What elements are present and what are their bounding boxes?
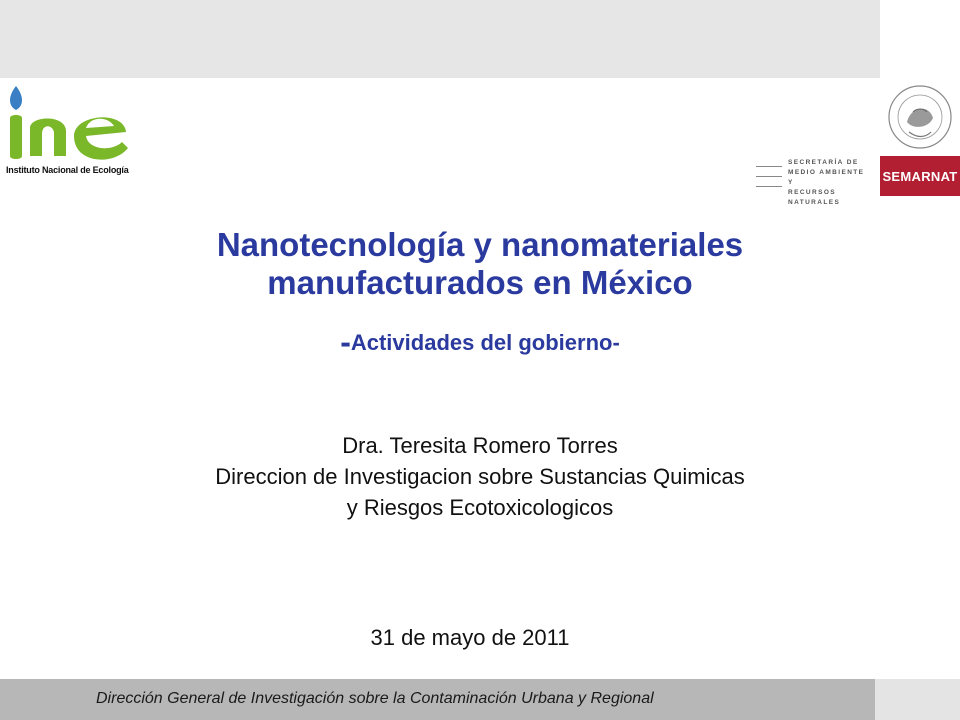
author-name: Dra. Teresita Romero Torres: [342, 433, 618, 458]
author-block: [0, 430, 960, 523]
subtitle-dash: -: [340, 324, 351, 360]
slide-subtitle: [0, 324, 960, 361]
title-line-2: manufacturados en México: [267, 264, 693, 301]
header-band-right: [880, 0, 960, 78]
secretaria-line-3: RECURSOS NATURALES: [788, 189, 841, 206]
subtitle-text: Actividades del gobierno-: [350, 330, 620, 355]
header-band: [0, 0, 880, 78]
author-dept-line-2: y Riesgos Ecotoxicologicos: [346, 495, 614, 520]
secretaria-lines-icon: [752, 160, 782, 190]
title-line-1: Nanotecnología y nanomateriales: [216, 226, 744, 263]
footer-band-right: [875, 679, 960, 720]
secretaria-text: [788, 158, 870, 208]
slide-title: [0, 226, 960, 302]
mexican-seal-icon: [883, 82, 957, 152]
footer-text: Dirección General de Investigación sobre la Contaminación Urbana y Regional: [96, 690, 654, 707]
secretaria-line-2: MEDIO AMBIENTE Y: [788, 169, 865, 186]
logo-caption: Instituto Nacional de Ecología: [6, 165, 129, 175]
secretaria-block: [752, 158, 870, 206]
author-dept-line-1: Direccion de Investigacion sobre Sustancias Quimicas: [215, 464, 745, 489]
secretaria-line-1: SECRETARÍA DE: [788, 159, 859, 166]
semarnat-badge: SEMARNAT: [880, 156, 960, 196]
presentation-date: 31 de mayo de 2011: [370, 625, 570, 650]
